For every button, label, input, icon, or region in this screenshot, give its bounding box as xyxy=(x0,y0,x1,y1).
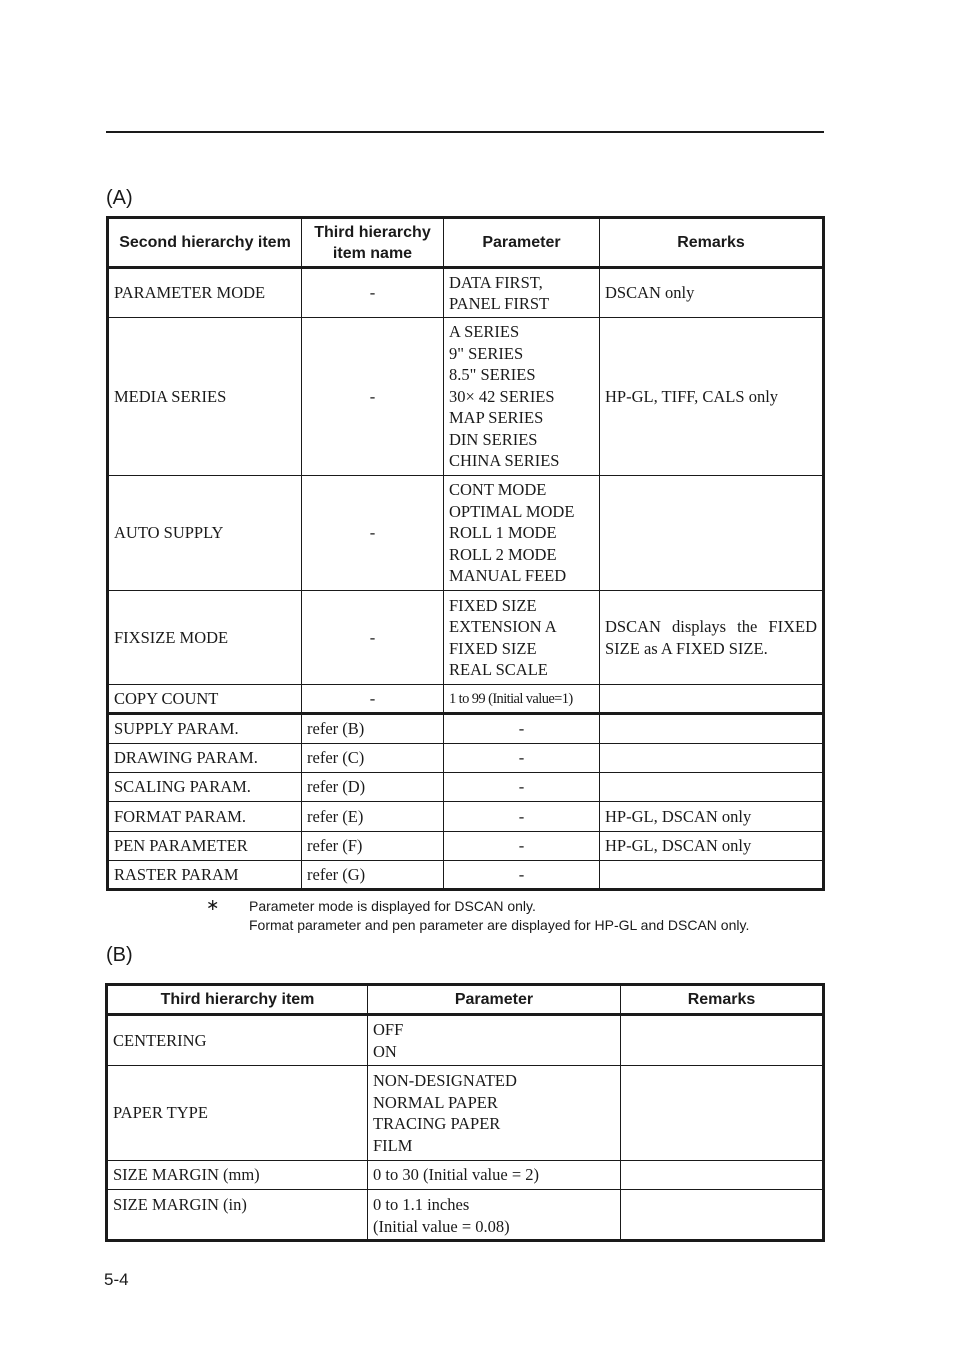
remarks-cell xyxy=(600,685,824,714)
page-number: 5-4 xyxy=(104,1270,129,1289)
parameter-cell xyxy=(444,268,600,318)
table-b xyxy=(105,983,825,1242)
parameter-value: 8.5" SERIES xyxy=(449,365,536,385)
item-cell: PAPER TYPE xyxy=(107,1066,368,1161)
header-remarks: Remarks xyxy=(600,218,824,268)
remarks-cell: HP-GL, TIFF, CALS only xyxy=(600,318,824,476)
table-row xyxy=(108,591,824,685)
third-cell: refer (G) xyxy=(302,861,444,890)
header-rule xyxy=(106,131,824,133)
parameter-value: NON-DESIGNATED xyxy=(373,1071,517,1090)
footnote-line: Format parameter and pen parameter are displayed for HP-GL and DSCAN only. xyxy=(249,917,750,933)
parameter-value: ROLL 1 MODE xyxy=(449,523,557,543)
third-cell: refer (B) xyxy=(302,714,444,744)
footnote-marker: ∗ xyxy=(206,897,220,914)
parameter-cell: - xyxy=(444,714,600,744)
parameter-value: MANUAL FEED xyxy=(449,566,567,586)
parameter-value: 30× 42 SERIES xyxy=(449,386,555,406)
parameter-value: 0 to 1.1 inches xyxy=(373,1195,470,1214)
item-cell: PARAMETER MODE xyxy=(108,268,302,318)
item-cell: CENTERING xyxy=(107,1015,368,1066)
section-b-label: (B) xyxy=(106,944,133,966)
parameter-value: FIXED SIZE xyxy=(449,638,537,658)
third-cell: refer (E) xyxy=(302,802,444,832)
third-cell: refer (D) xyxy=(302,773,444,802)
parameter-value: A SERIES xyxy=(449,322,520,342)
third-cell: - xyxy=(302,685,444,714)
table-row xyxy=(108,744,824,773)
parameter-cell: 0 to 30 (Initial value = 2) xyxy=(368,1161,621,1190)
parameter-value: ON xyxy=(373,1041,397,1061)
remarks-cell xyxy=(600,861,824,890)
parameter-cell: - xyxy=(444,832,600,861)
parameter-cell xyxy=(444,318,600,476)
third-cell: refer (F) xyxy=(302,832,444,861)
parameter-value: ROLL 2 MODE xyxy=(449,544,557,564)
parameter-value: FIXED SIZE xyxy=(449,595,537,615)
third-cell: - xyxy=(302,268,444,318)
table-row xyxy=(108,268,824,318)
parameter-value: CONT MODE xyxy=(449,480,547,500)
remarks-cell: DSCAN displays the FIXED SIZE as A FIXED SIZE. xyxy=(600,591,824,685)
item-cell: SUPPLY PARAM. xyxy=(108,714,302,744)
remarks-cell xyxy=(600,744,824,773)
parameter-value: DIN SERIES xyxy=(449,429,538,449)
header-second-hierarchy-item: Second hierarchy item xyxy=(108,218,302,268)
parameter-cell: - xyxy=(444,802,600,832)
table-row xyxy=(108,773,824,802)
third-cell: - xyxy=(302,318,444,476)
header-remarks: Remarks xyxy=(621,985,824,1015)
parameter-value: OPTIMAL MODE xyxy=(449,501,575,521)
item-cell: SIZE MARGIN (mm) xyxy=(107,1161,368,1190)
header-parameter: Parameter xyxy=(444,218,600,268)
header-third-hierarchy-item: Third hierarchy item xyxy=(107,985,368,1015)
item-cell: MEDIA SERIES xyxy=(108,318,302,476)
remarks-cell: HP-GL, DSCAN only xyxy=(600,802,824,832)
table-row xyxy=(108,802,824,832)
table-row xyxy=(107,1190,824,1241)
parameter-cell xyxy=(368,1066,621,1161)
parameter-value: PANEL FIRST xyxy=(449,294,550,313)
table-row xyxy=(108,861,824,890)
table-row xyxy=(108,832,824,861)
parameter-value: EXTENSION A xyxy=(449,617,557,636)
table-row xyxy=(108,685,824,714)
parameter-cell xyxy=(368,1190,621,1241)
parameter-cell xyxy=(444,685,600,714)
remarks-cell xyxy=(621,1015,824,1066)
table-row xyxy=(108,476,824,591)
parameter-value: DATA FIRST, xyxy=(449,272,543,292)
parameter-cell xyxy=(368,1015,621,1066)
remarks-cell xyxy=(600,476,824,591)
remarks-cell xyxy=(621,1161,824,1190)
third-cell: - xyxy=(302,591,444,685)
parameter-value: OFF xyxy=(373,1020,404,1039)
item-cell: FIXSIZE MODE xyxy=(108,591,302,685)
third-cell: refer (C) xyxy=(302,744,444,773)
third-cell: - xyxy=(302,476,444,591)
remarks-cell xyxy=(621,1066,824,1161)
item-cell: DRAWING PARAM. xyxy=(108,744,302,773)
parameter-value: NORMAL PAPER xyxy=(373,1092,498,1112)
remarks-cell: HP-GL, DSCAN only xyxy=(600,832,824,861)
parameter-cell: - xyxy=(444,744,600,773)
parameter-cell: - xyxy=(444,773,600,802)
remarks-cell: DSCAN only xyxy=(600,268,824,318)
item-cell: COPY COUNT xyxy=(108,685,302,714)
item-cell: PEN PARAMETER xyxy=(108,832,302,861)
item-cell: SIZE MARGIN (in) xyxy=(107,1190,368,1241)
parameter-cell: - xyxy=(444,861,600,890)
remarks-cell xyxy=(600,714,824,744)
footnote-line: Parameter mode is displayed for DSCAN only. xyxy=(249,898,536,914)
table-a xyxy=(106,216,825,891)
item-cell: RASTER PARAM xyxy=(108,861,302,890)
parameter-value: REAL SCALE xyxy=(449,660,548,679)
remarks-cell xyxy=(621,1190,824,1241)
parameter-value: CHINA SERIES xyxy=(449,451,560,471)
table-row xyxy=(108,714,824,744)
parameter-cell xyxy=(444,476,600,591)
header-parameter: Parameter xyxy=(368,985,621,1015)
item-cell: FORMAT PARAM. xyxy=(108,802,302,832)
parameter-value: 1 to 99 (Initial value=1) xyxy=(449,690,573,707)
item-cell: SCALING PARAM. xyxy=(108,773,302,802)
remarks-cell xyxy=(600,773,824,802)
table-row xyxy=(108,318,824,476)
item-cell: AUTO SUPPLY xyxy=(108,476,302,591)
parameter-value: MAP SERIES xyxy=(449,408,544,428)
section-a-label: (A) xyxy=(106,187,133,209)
parameter-cell xyxy=(444,591,600,685)
parameter-value: FILM xyxy=(373,1135,413,1155)
parameter-value: 9" SERIES xyxy=(449,343,524,363)
table-row xyxy=(107,1161,824,1190)
parameter-value: TRACING PAPER xyxy=(373,1114,501,1133)
header-third-hierarchy-item-name: Third hierarchy item name xyxy=(302,218,444,268)
parameter-value: (Initial value = 0.08) xyxy=(373,1216,510,1236)
table-row xyxy=(107,1066,824,1161)
table-row xyxy=(107,1015,824,1066)
